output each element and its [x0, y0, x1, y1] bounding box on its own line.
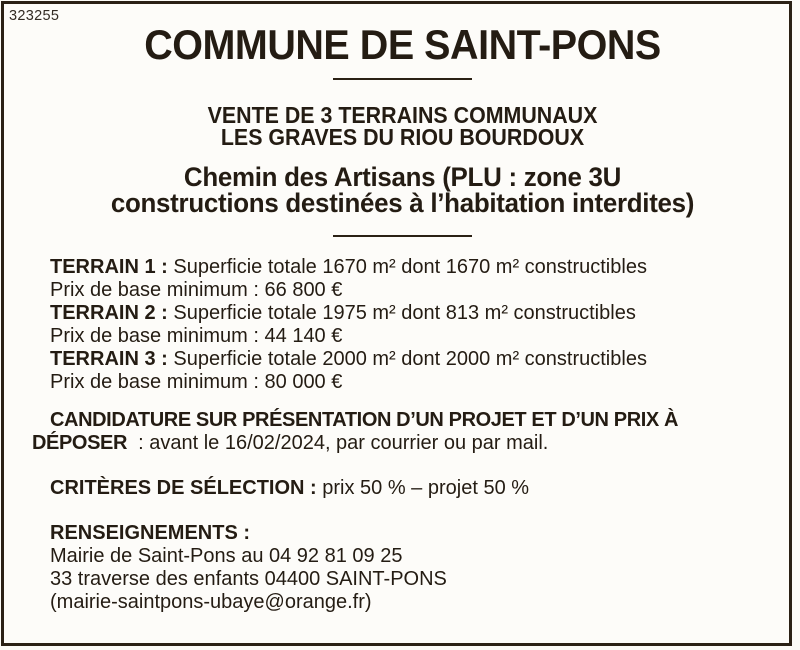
selection-criteria-label: CRITÈRES DE SÉLECTION :	[50, 477, 317, 499]
candidature-bold-line1: CANDIDATURE SUR PRÉSENTATION D’UN PROJET ET D’UN PRIX À	[50, 409, 679, 431]
terrain-2-prix: Prix de base minimum : 44 140 €	[50, 325, 343, 347]
terrain-2-superficie	[32, 302, 773, 325]
terrain-3-superficie-text: Superficie totale 2000 m² dont 2000 m² constructibles	[167, 348, 647, 370]
contact-phone-line: Mairie de Saint-Pons au 04 92 81 09 25	[50, 545, 403, 567]
contact-section-title	[32, 522, 773, 545]
contact-section-title-text: RENSEIGNEMENTS :	[50, 522, 251, 544]
page-title	[32, 21, 773, 68]
candidature-bold-line2: DÉPOSER	[32, 432, 128, 454]
terrain-3-prix: Prix de base minimum : 80 000 €	[50, 371, 343, 393]
sale-heading	[32, 104, 773, 148]
ad-reference-number: 323255	[9, 8, 60, 24]
terrain-1-label: TERRAIN 1 :	[50, 256, 168, 278]
location-heading-line2: constructions destinées à l’habitation interdites)	[110, 188, 695, 218]
terrain-list	[32, 256, 773, 394]
contact-section	[32, 522, 773, 614]
selection-criteria	[32, 477, 773, 500]
terrain-1-superficie-text: Superficie totale 1670 m² dont 1670 m² constructibles	[167, 256, 647, 278]
location-heading	[32, 164, 773, 216]
candidature-line1	[32, 409, 773, 432]
announcement-box	[1, 1, 792, 646]
sale-heading-line1: VENTE DE 3 TERRAINS COMMUNAUX	[207, 102, 598, 128]
terrain-2-label: TERRAIN 2 :	[50, 302, 168, 324]
page-title-text: COMMUNE DE SAINT-PONS	[144, 21, 661, 68]
contact-email-line: (mairie-saintpons-ubaye@orange.fr)	[50, 591, 372, 613]
candidature-deadline-text: : avant le 16/02/2024, par courrier ou par mail.	[127, 432, 549, 454]
contact-address-line: 33 traverse des enfants 04400 SAINT-PONS	[50, 568, 447, 590]
terrain-1-superficie	[32, 256, 773, 279]
terrain-3-superficie	[32, 348, 773, 371]
terrain-1-prix: Prix de base minimum : 66 800 €	[50, 279, 343, 301]
divider	[333, 78, 472, 80]
selection-criteria-value: prix 50 % – projet 50 %	[316, 477, 530, 499]
terrain-2-superficie-text: Superficie totale 1975 m² dont 813 m² constructibles	[167, 302, 636, 324]
candidature-line2	[32, 432, 773, 455]
sale-heading-line2: LES GRAVES DU RIOU BOURDOUX	[220, 124, 585, 150]
candidature-paragraph	[32, 409, 773, 455]
terrain-3-label: TERRAIN 3 :	[50, 348, 168, 370]
location-heading-line1: Chemin des Artisans (PLU : zone 3U	[183, 162, 622, 192]
divider	[333, 235, 472, 237]
